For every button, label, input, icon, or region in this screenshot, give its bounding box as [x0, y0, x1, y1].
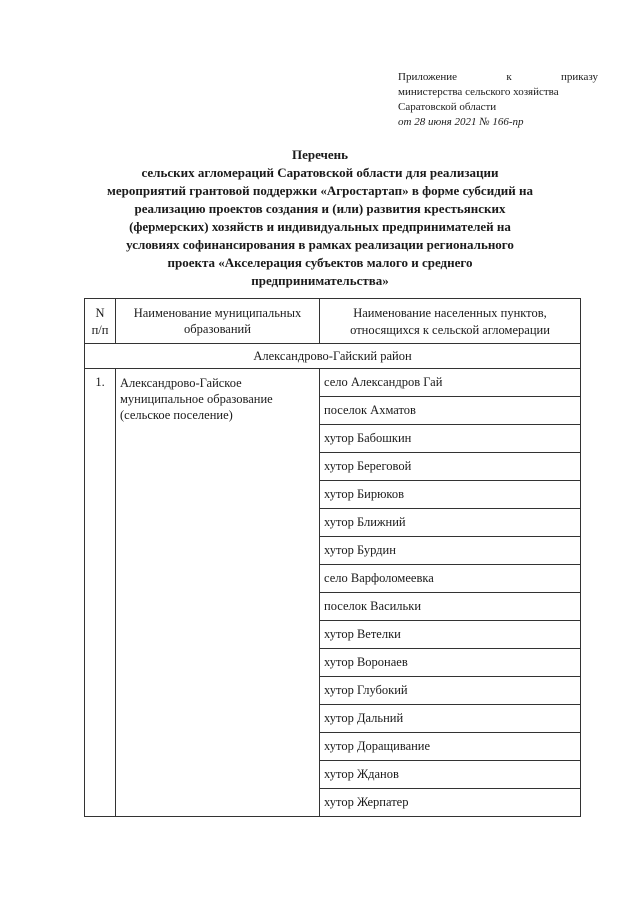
locality-cell: поселок Васильки	[320, 593, 581, 621]
locality-cell: хутор Жерпатер	[320, 789, 581, 817]
appendix-word-1: Приложение	[398, 71, 458, 83]
locality-cell: хутор Бирюков	[320, 481, 581, 509]
locality-cell: хутор Бурдин	[320, 537, 581, 565]
locality-cell: хутор Глубокий	[320, 677, 581, 705]
document-title: Перечень	[291, 147, 349, 162]
title-line-3: мероприятий грантовой поддержки «Агростартап» в форме субсидий на	[107, 183, 533, 198]
table-row	[85, 369, 581, 397]
title-line-4: реализацию проектов создания и (или) развития крестьянских	[134, 201, 506, 216]
locality-cell: хутор Ближний	[320, 509, 581, 537]
appendix-word-2: к	[506, 71, 512, 83]
appendix-block	[398, 70, 598, 130]
row-number: 1.	[85, 369, 116, 817]
appendix-date-line: от 28 июня 2021 № 166-пр	[398, 116, 524, 128]
title-line-6: условиях софинансирования в рамках реализации регионального	[126, 237, 514, 252]
locality-cell: хутор Воронаев	[320, 649, 581, 677]
header-number: N п/п	[85, 299, 116, 344]
locality-cell: хутор Ветелки	[320, 621, 581, 649]
title-line-7: проекта «Акселерация субъектов малого и среднего	[167, 255, 473, 270]
locality-cell: село Александров Гай	[320, 369, 581, 397]
title-line-5: (фермерских) хозяйств и индивидуальных предпринимателей на	[129, 219, 511, 234]
region-row	[85, 344, 581, 369]
title-line-8: предпринимательства»	[251, 273, 389, 288]
header-localities: Наименование населенных пунктов, относящихся к сельской агломерации	[320, 299, 581, 344]
appendix-word-3: приказу	[561, 71, 598, 83]
header-municipality: Наименование муниципальных образований	[116, 299, 320, 344]
locality-cell: хутор Доращивание	[320, 733, 581, 761]
municipality-name: Александрово-Гайское муниципальное образование (сельское поселение)	[116, 369, 320, 817]
locality-cell: хутор Жданов	[320, 761, 581, 789]
locality-cell: поселок Ахматов	[320, 397, 581, 425]
locality-cell: хутор Береговой	[320, 453, 581, 481]
appendix-line-1	[398, 70, 598, 85]
title-subtitle: сельских агломераций Саратовской области для реализации	[141, 165, 499, 180]
locality-cell: село Варфоломеевка	[320, 565, 581, 593]
table-header-row	[85, 299, 581, 344]
locality-cell: хутор Бабошкин	[320, 425, 581, 453]
locality-cell: хутор Дальний	[320, 705, 581, 733]
appendix-line-2: министерства сельского хозяйства	[398, 86, 559, 98]
region-name: Александрово-Гайский район	[85, 344, 581, 369]
table-body	[85, 344, 581, 817]
appendix-line-3: Саратовской области	[398, 101, 497, 113]
agglomerations-table	[84, 298, 581, 817]
